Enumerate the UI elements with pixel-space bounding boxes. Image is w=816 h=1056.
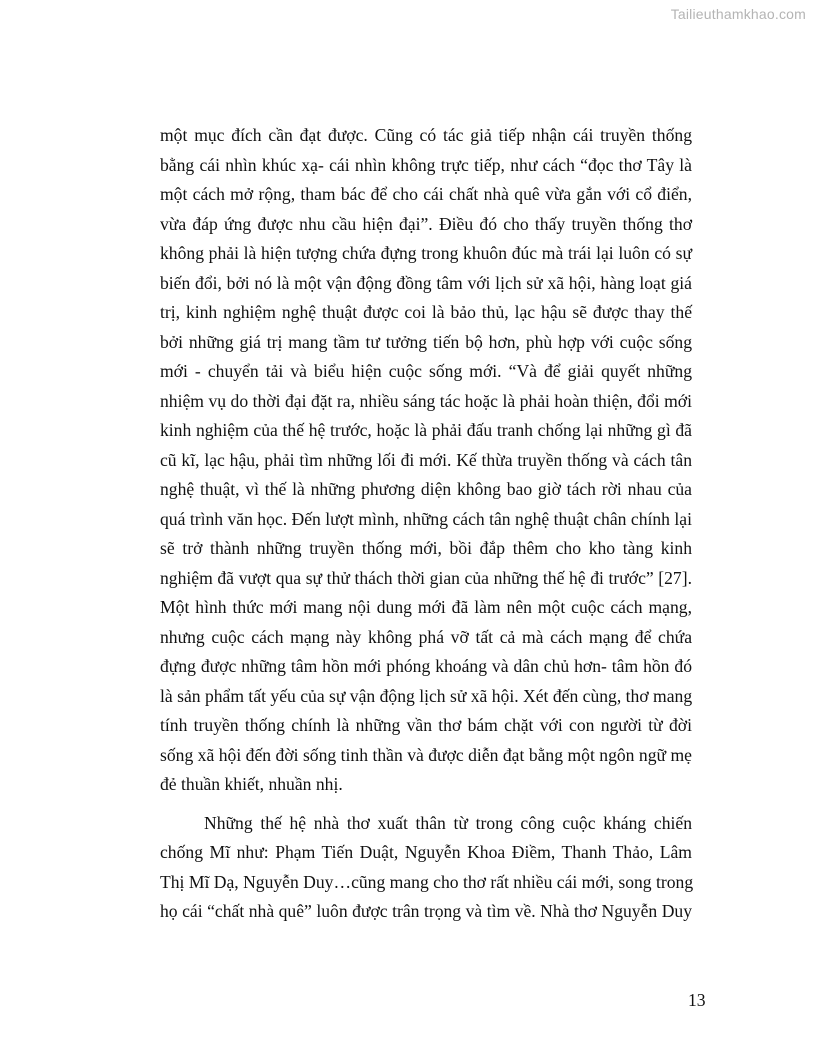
text-line: sẽ trở thành những truyền thống mới, bồi đắp thêm cho kho tàng kinh xyxy=(160,538,692,558)
text-line: Một hình thức mới mang nội dung mới đã làm nên một cuộc cách mạng, xyxy=(160,597,692,617)
text-line: trị, kinh nghiệm nghệ thuật được coi là bảo thủ, lạc hậu sẽ được thay thế xyxy=(160,302,692,322)
watermark: Tailieuthamkhao.com xyxy=(670,6,806,22)
body-text xyxy=(160,121,692,927)
text-line: một mục đích cần đạt được. Cũng có tác giả tiếp nhận cái truyền thống xyxy=(160,125,692,145)
text-line: đựng được những tâm hồn mới phóng khoáng và dân chủ hơn- tâm hồn đó xyxy=(160,656,692,676)
text-line: biến đổi, bởi nó là một vận động đồng tâm với lịch sử xã hội, hàng loạt giá xyxy=(160,272,692,293)
paragraph-2 xyxy=(160,809,692,927)
text-line: nghiệm đã vượt qua sự thử thách thời gian của những thế hệ đi trước” [27]. xyxy=(160,567,692,588)
paragraph-1 xyxy=(160,121,692,800)
text-line: họ cái “chất nhà quê” luôn được trân trọng và tìm về. Nhà thơ Nguyễn Duy xyxy=(160,901,692,921)
text-line: vừa đáp ứng được nhu cầu hiện đại”. Điều đó cho thấy truyền thống thơ xyxy=(160,213,692,234)
text-line: là sản phẩm tất yếu của sự vận động lịch sử xã hội. Xét đến cùng, thơ mang xyxy=(160,685,693,706)
text-line: đẻ thuần khiết, nhuần nhị. xyxy=(160,774,343,794)
text-line: nhưng cuộc cách mạng này không phá vỡ tất cả mà cách mạng để chứa xyxy=(160,626,692,647)
text-line: mới - chuyển tải và biểu hiện cuộc sống mới. “Và để giải quyết những xyxy=(160,361,692,381)
text-line: cũ kĩ, lạc hậu, phải tìm những lối đi mới. Kế thừa truyền thống và cách tân xyxy=(160,449,692,470)
text-line: Những thế hệ nhà thơ xuất thân từ trong công cuộc kháng chiến xyxy=(204,812,692,833)
text-line: nhiệm vụ do thời đại đặt ra, nhiều sáng tác hoặc là phải hoàn thiện, đổi mới xyxy=(160,390,692,411)
text-line: sống xã hội đến đời sống tinh thần và được diễn đạt bằng một ngôn ngữ mẹ xyxy=(160,744,692,765)
text-line: quá trình văn học. Đến lượt mình, những cách tân nghệ thuật chân chính lại xyxy=(160,508,692,529)
text-line: không phải là hiện tượng chứa đựng trong khuôn đúc mà trái lại luôn có sự xyxy=(160,243,692,263)
text-line: tính truyền thống chính là những vần thơ bám chặt với con người từ đời xyxy=(160,715,692,735)
text-line: nghệ thuật, vì thế là những phương diện không bao giờ tách rời nhau của xyxy=(160,479,692,499)
text-line: kinh nghiệm của thế hệ trước, hoặc là phải đấu tranh chống lại những gì đã xyxy=(160,420,692,440)
page-number: 13 xyxy=(688,990,706,1010)
text-line: một cách mở rộng, tham bác để cho cái chất nhà quê vừa gắn với cổ điển, xyxy=(160,184,692,204)
text-line: chống Mĩ như: Phạm Tiến Duật, Nguyễn Khoa Điềm, Thanh Thảo, Lâm xyxy=(160,842,692,862)
text-line: bởi những giá trị mang tầm tư tưởng tiến bộ hơn, phù hợp với cuộc sống xyxy=(160,331,692,352)
text-line: bằng cái nhìn khúc xạ- cái nhìn không trực tiếp, như cách “đọc thơ Tây là xyxy=(160,154,692,175)
text-line: Thị Mĩ Dạ, Nguyễn Duy…cũng mang cho thơ rất nhiều cái mới, song trong xyxy=(160,871,694,892)
